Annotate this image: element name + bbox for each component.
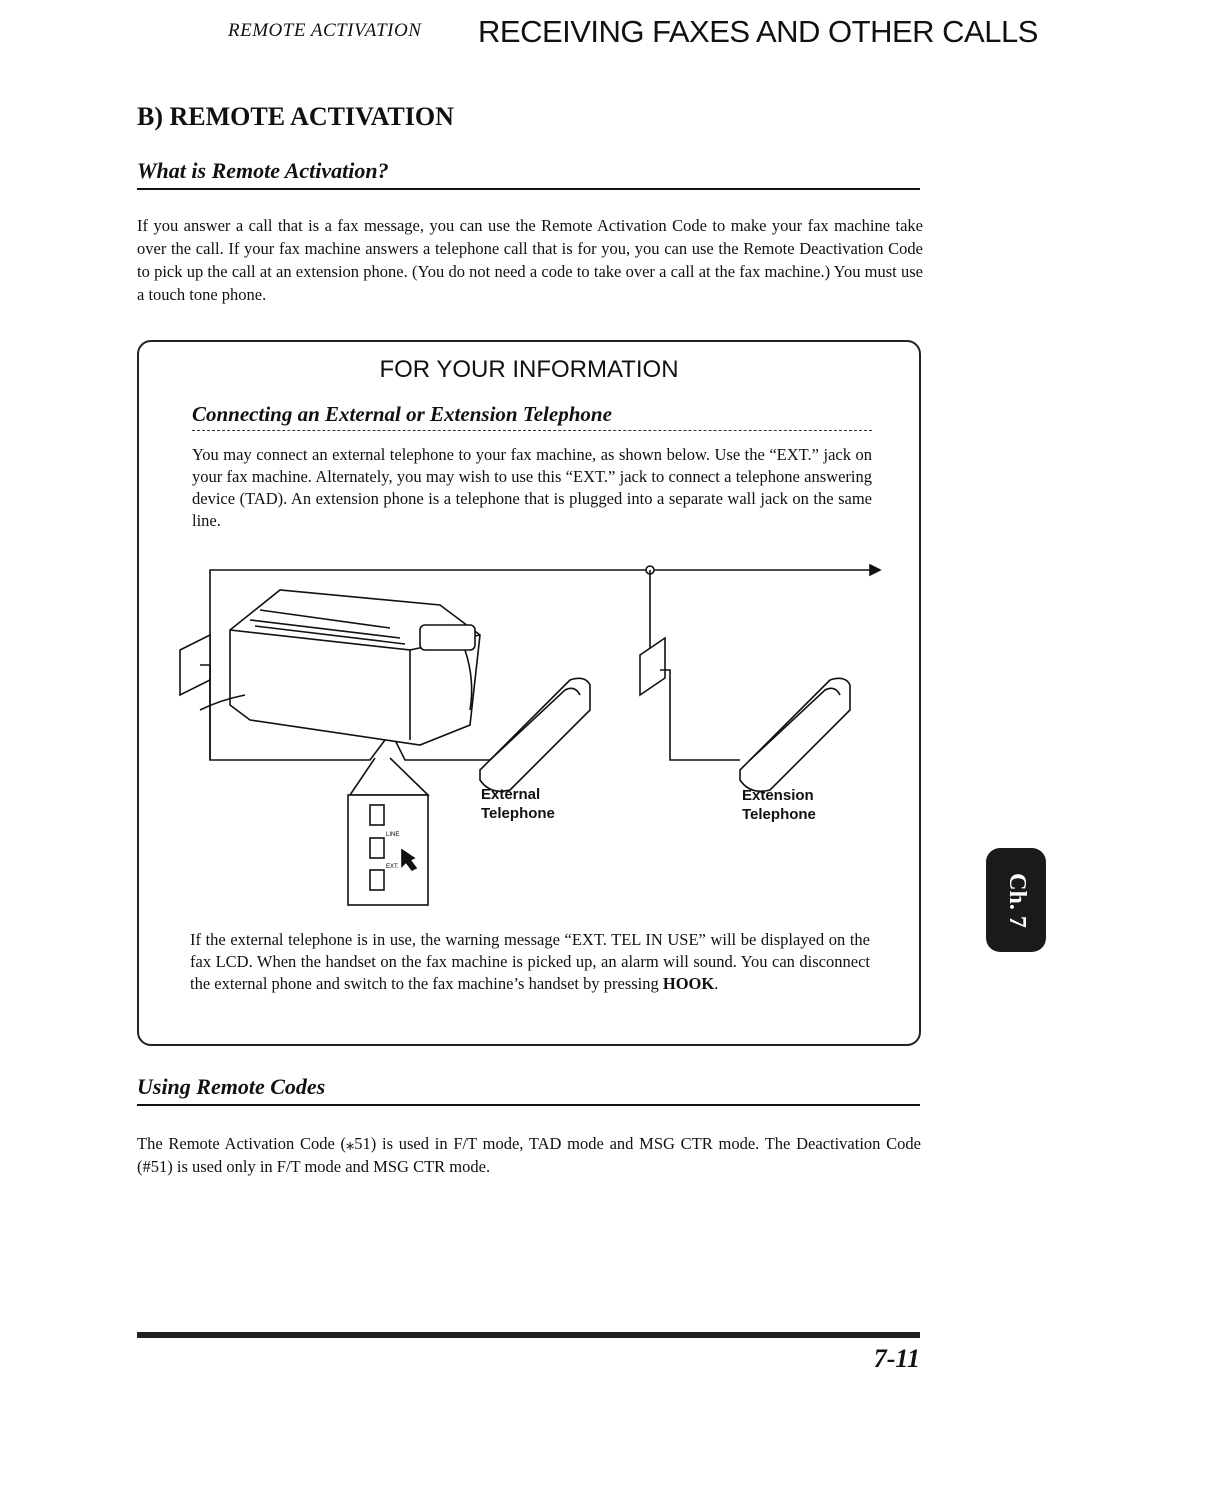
info-box-heading: FOR YOUR INFORMATION <box>379 356 679 383</box>
divider <box>137 1104 920 1106</box>
subsection-title: What is Remote Activation? <box>137 158 389 183</box>
extension-cord <box>660 670 740 760</box>
wall-jack-icon <box>640 638 665 695</box>
running-header-section: REMOTE ACTIVATION <box>228 20 422 41</box>
external-telephone-icon <box>480 678 590 791</box>
chapter-tab-label: Ch. 7 <box>1003 872 1030 928</box>
label-line: Telephone <box>481 805 555 822</box>
extension-telephone-icon <box>740 678 850 791</box>
label-line: Extension <box>742 787 814 804</box>
divider <box>192 430 872 431</box>
divider <box>137 188 920 190</box>
label-line: Telephone <box>742 806 816 823</box>
remote-codes-paragraph: The Remote Activation Code (⁎51) is used in F/T mode, TAD mode and MSG CTR mode. The Deactivation Code (#51) is used only in F/T mode and MSG CTR mode. <box>137 1134 921 1176</box>
page-number: 7-11 <box>873 1344 920 1373</box>
jack-ext-label: EXT. <box>386 864 399 870</box>
note-paragraph <box>190 929 870 995</box>
hook-key-label: HOOK <box>662 974 715 993</box>
intro-paragraph: If you answer a call that is a fax message, you can use the Remote Activation Code to make your fax machine take over the call. If your fax machine answers a telephone call that is for you, you can use the Remote Deactivation Code to pick up the call at an extension phone. (You do not need a code to take over a call at the fax machine.) You must use a touch tone phone. <box>137 216 923 304</box>
note-text: If the external telephone is in use, the warning message “EXT. TEL IN USE” will be displayed on the fax LCD. When the handset on the fax machine is picked up, an alarm will sound. You can disconnect the external phone and switch to the fax machine’s handset by pressing <box>190 930 870 993</box>
note-text: . <box>714 974 719 993</box>
callout-lines <box>350 758 428 795</box>
footer-rule <box>137 1332 920 1338</box>
line-arrow-icon <box>870 565 880 575</box>
jack-panel-callout <box>348 795 428 905</box>
label-line: External <box>481 786 541 803</box>
jack-line-label: LINE <box>386 832 400 838</box>
info-paragraph: You may connect an external telephone to your fax machine, as shown below. Use the “EXT.” jack on your fax machine. Alternately, you may wish to use this “EXT.” jack to connect a telephone answering device (TAD). An extension phone is a telephone that is plugged into a separate wall jack on the same line. <box>192 445 872 530</box>
info-subtitle: Connecting an External or Extension Telephone <box>192 402 612 426</box>
external-telephone-label <box>481 785 555 823</box>
handset-icon <box>420 625 475 650</box>
connection-diagram <box>170 550 890 910</box>
fax-machine-icon <box>200 590 480 745</box>
subsection-title: Using Remote Codes <box>137 1074 326 1099</box>
chapter-tab-text <box>986 848 1046 952</box>
section-title: B) REMOTE ACTIVATION <box>137 102 454 131</box>
extension-telephone-label <box>742 786 816 824</box>
running-header-chapter: RECEIVING FAXES AND OTHER CALLS <box>478 14 1038 49</box>
